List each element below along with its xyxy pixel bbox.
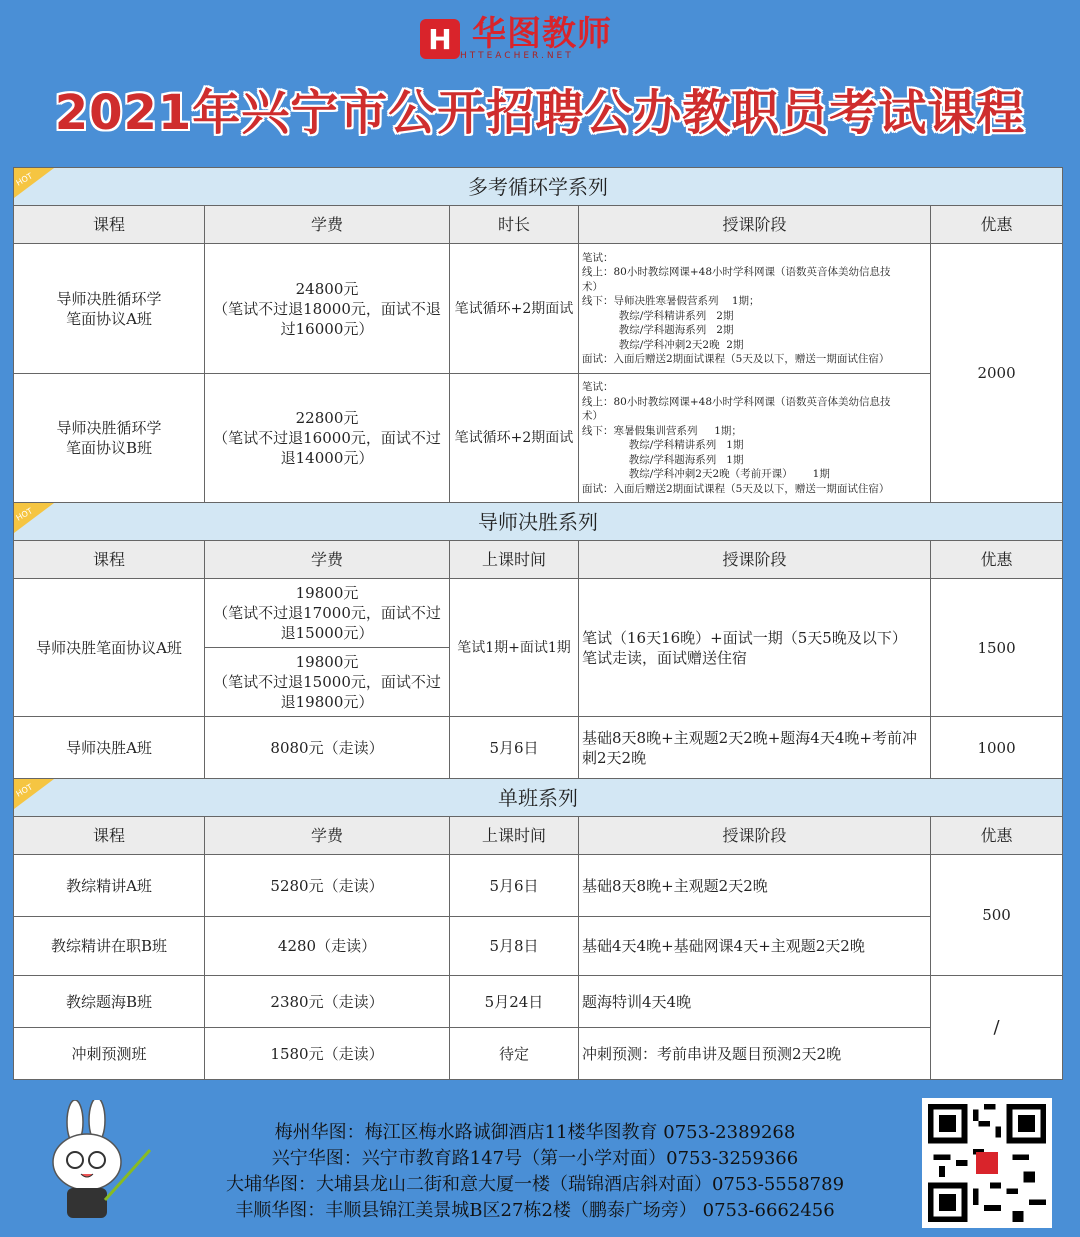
col-header: 授课阶段 bbox=[579, 817, 931, 855]
section-title-1: HOT 多考循环学系列 bbox=[14, 168, 1063, 206]
course-fee: 24800元 （笔试不过退18000元，面试不退过16000元） bbox=[205, 244, 450, 374]
table-row bbox=[14, 717, 1063, 779]
col-header: 学费 bbox=[205, 541, 450, 579]
col-header: 时长 bbox=[450, 206, 579, 244]
course-time: 笔试循环+2期面试 bbox=[450, 244, 579, 374]
course-fee: 8080元（走读） bbox=[205, 717, 450, 779]
col-header: 优惠 bbox=[931, 817, 1063, 855]
course-stages: 笔试： 线上：80小时教综网课+48小时学科网课（语数英音体美幼信息技 术） 线下：导师决胜寒暑假营系列 1期； 教综/学科精讲系列 2期 教综/学科题海系列 2期 教综/学科冲刺2天2晚 2期 面试：入面后赠送2期面试课程（5天及以下，赠送一期面试住宿） bbox=[579, 244, 931, 374]
address-xingning: 兴宁华图：兴宁市教育路147号（第一小学对面）0753-3259366 bbox=[271, 1148, 799, 1169]
course-name: 教综精讲在职B班 bbox=[14, 917, 205, 976]
course-time: 笔试循环+2期面试 bbox=[450, 374, 579, 503]
rabbit-mascot-icon bbox=[35, 1100, 155, 1225]
course-name: 冲刺预测班 bbox=[14, 1028, 205, 1080]
course-name: 导师决胜笔面协议A班 bbox=[14, 579, 205, 717]
section-title-2: HOT 导师决胜系列 bbox=[14, 503, 1063, 541]
course-name: 导师决胜循环学 笔面协议B班 bbox=[14, 374, 205, 503]
course-stages: 基础4天4晚+基础网课4天+主观题2天2晚 bbox=[579, 917, 931, 976]
course-time: 笔试1期+面试1期 bbox=[450, 579, 579, 717]
address-list bbox=[175, 1120, 895, 1224]
course-stages: 笔试（16天16晚）+面试一期（5天5晚及以下） 笔试走读，面试赠送住宿 bbox=[579, 579, 931, 717]
discount: 1000 bbox=[931, 717, 1063, 779]
table-row bbox=[14, 244, 1063, 374]
course-time: 5月6日 bbox=[450, 717, 579, 779]
course-stages: 笔试： 线上：80小时教综网课+48小时学科网课（语数英音体美幼信息技 术） 线下：寒暑假集训营系列 1期； 教综/学科精讲系列 1期 教综/学科题海系列 1期 教综/学科冲刺2天2晚（考前开课） 1期 面试：入面后赠送2期面试课程（5天及以下，赠送一期面试住宿） bbox=[579, 374, 931, 503]
discount: / bbox=[931, 976, 1063, 1080]
brand-mark-icon: H bbox=[420, 19, 460, 59]
col-header: 学费 bbox=[205, 206, 450, 244]
course-time: 待定 bbox=[450, 1028, 579, 1080]
course-table bbox=[13, 167, 1062, 1080]
course-time: 5月24日 bbox=[450, 976, 579, 1028]
course-fee: 1580元（走读） bbox=[205, 1028, 450, 1080]
col-header: 课程 bbox=[14, 817, 205, 855]
brand-name: 华图教师 bbox=[472, 14, 612, 54]
course-name: 导师决胜A班 bbox=[14, 717, 205, 779]
qr-code-icon bbox=[922, 1098, 1052, 1228]
discount: 2000 bbox=[931, 244, 1063, 503]
course-stages: 基础8天8晚+主观题2天2晚 bbox=[579, 855, 931, 917]
course-fee: 22800元 （笔试不过退16000元，面试不过退14000元） bbox=[205, 374, 450, 503]
course-fee: 4280（走读） bbox=[205, 917, 450, 976]
table-row bbox=[14, 374, 1063, 503]
course-fee: 19800元 （笔试不过退15000元，面试不过退19800元） bbox=[205, 648, 450, 717]
course-name: 教综精讲A班 bbox=[14, 855, 205, 917]
course-time: 5月6日 bbox=[450, 855, 579, 917]
col-header: 课程 bbox=[14, 541, 205, 579]
col-header: 授课阶段 bbox=[579, 541, 931, 579]
address-dabu: 大埔华图：大埔县龙山二街和意大厦一楼（瑞锦酒店斜对面）0753-5558789 bbox=[225, 1174, 845, 1195]
brand-logo bbox=[420, 14, 612, 64]
course-stages: 基础8天8晚+主观题2天2晚+题海4天4晚+考前冲刺2天2晚 bbox=[579, 717, 931, 779]
course-stages: 冲刺预测：考前串讲及题目预测2天2晚 bbox=[579, 1028, 931, 1080]
col-header: 上课时间 bbox=[450, 817, 579, 855]
course-fee: 5280元（走读） bbox=[205, 855, 450, 917]
discount: 500 bbox=[931, 855, 1063, 976]
brand-sub: HTTEACHER.NET bbox=[460, 51, 574, 61]
col-header: 上课时间 bbox=[450, 541, 579, 579]
page-title: 2021年兴宁市公开招聘公办教职员考试课程 bbox=[54, 85, 1026, 141]
col-header: 优惠 bbox=[931, 206, 1063, 244]
course-stages: 题海特训4天4晚 bbox=[579, 976, 931, 1028]
section-title-3: HOT 单班系列 bbox=[14, 779, 1063, 817]
table-row bbox=[14, 917, 1063, 976]
course-time: 5月8日 bbox=[450, 917, 579, 976]
course-name: 导师决胜循环学 笔面协议A班 bbox=[14, 244, 205, 374]
col-header: 学费 bbox=[205, 817, 450, 855]
table-row bbox=[14, 976, 1063, 1028]
col-header: 授课阶段 bbox=[579, 206, 931, 244]
course-fee: 19800元 （笔试不过退17000元，面试不过退15000元） bbox=[205, 579, 450, 648]
col-header: 课程 bbox=[14, 206, 205, 244]
course-fee: 2380元（走读） bbox=[205, 976, 450, 1028]
address-meizhou: 梅州华图：梅江区梅水路诚御酒店11楼华图教育 0753-2389268 bbox=[274, 1122, 796, 1143]
course-name: 教综题海B班 bbox=[14, 976, 205, 1028]
table-row bbox=[14, 579, 1063, 648]
discount: 1500 bbox=[931, 579, 1063, 717]
col-header: 优惠 bbox=[931, 541, 1063, 579]
header bbox=[0, 0, 1080, 165]
table-row bbox=[14, 855, 1063, 917]
footer bbox=[0, 1090, 1080, 1237]
address-fengshun: 丰顺华图：丰顺县锦江美景城B区27栋2楼（鹏泰广场旁） 0753-6662456 bbox=[235, 1200, 835, 1221]
table-row bbox=[14, 1028, 1063, 1080]
